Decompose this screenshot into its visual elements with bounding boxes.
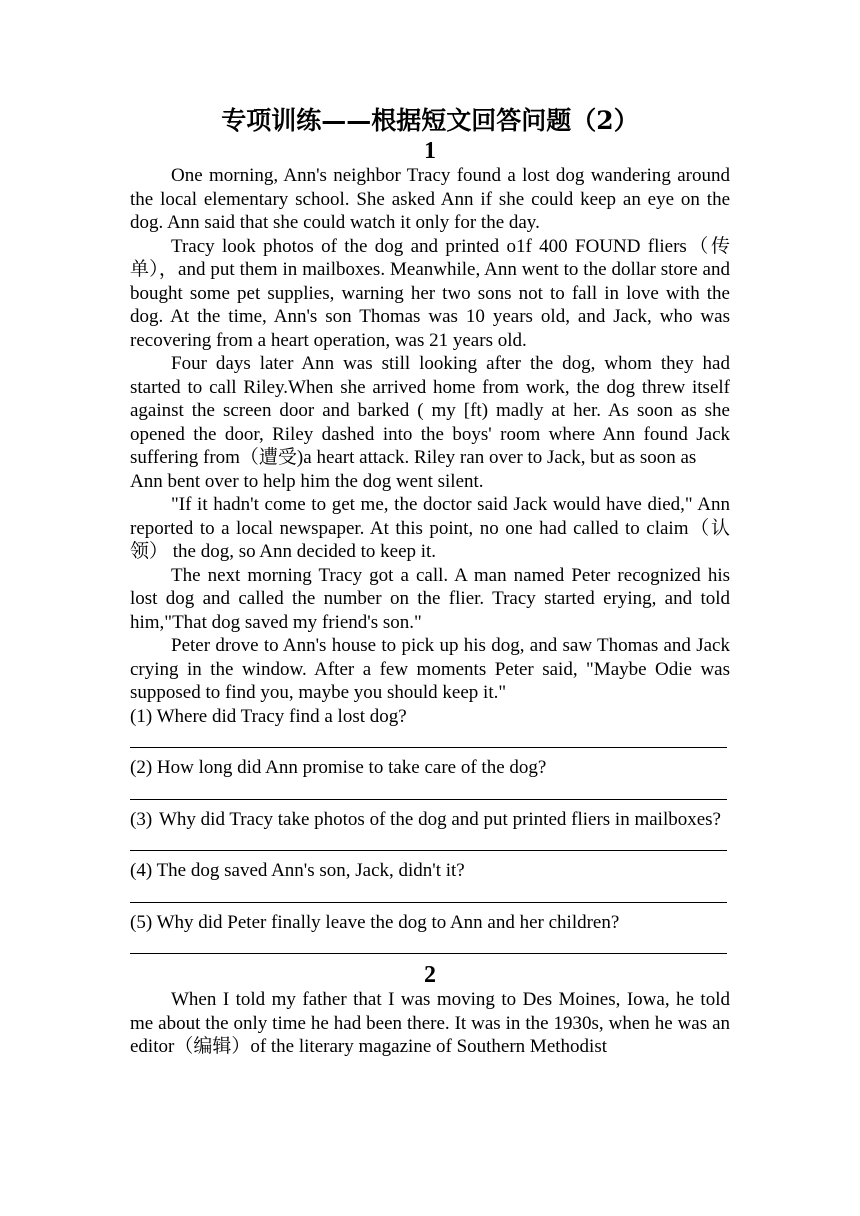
question-5 — [130, 911, 730, 935]
section-2-number: 2 — [424, 962, 436, 988]
paragraph: The next morning Tracy got a call. A man named Peter recognized his lost dog and called the number on the flier. Tracy started erying, and told him,"That dog saved my friend's son." — [130, 564, 730, 633]
answer-line[interactable] — [130, 799, 727, 800]
paragraph: Peter drove to Ann's house to pick up his dog, and saw Thomas and Jack crying in the window. After a few moments Peter said, "Maybe Odie was supposed to find you, maybe you should keep it." — [130, 635, 730, 703]
section-1-number: 1 — [424, 138, 436, 164]
question-number: (4) — [130, 860, 153, 881]
answer-line[interactable] — [130, 747, 727, 748]
question-1 — [130, 705, 730, 729]
question-4 — [130, 859, 730, 883]
paragraph: Four days later Ann was still looking after the dog, whom they had started to call Riley.When she arrived home from work, the dog threw itself against the screen door and barked ( my [ft) madly at her. As soon as she opened the door, Riley dashed into the boys' room where Ann found Jack suffering from（遭受)a heart attack. Riley ran over to Jack, but as soon as — [130, 353, 730, 468]
question-text: Why did Peter finally leave the dog to Ann and her children? — [156, 911, 620, 933]
answer-line[interactable] — [130, 850, 727, 851]
question-number: (2) — [130, 757, 153, 778]
answer-line[interactable] — [130, 902, 727, 903]
paragraph: Tracy look photos of the dog and printed o1f 400 FOUND fliers（传单），and put them in mailboxes. Meanwhile, Ann went to the dollar store and bought some pet supplies, warning her two sons not to fall in love with the dog. At the time, Ann's son Thomas was 10 years old, and Jack, who was recovering from a heart operation, was 21 years old. — [130, 235, 730, 351]
document-title: 专项训练——根据短文回答问题（2） — [221, 106, 639, 135]
question-text: Why did Tracy take photos of the dog and put printed fliers in mailboxes? — [159, 808, 721, 830]
document-page — [130, 104, 730, 1059]
question-text: How long did Ann promise to take care of the dog? — [156, 757, 547, 778]
paragraph: "If it hadn't come to get me, the doctor said Jack would have died," Ann reported to a local newspaper. At this point, no one had called to claim（认领） the dog, so Ann decided to keep it. — [130, 494, 730, 562]
paragraph: When I told my father that I was moving to Des Moines, Iowa, he told me about the only time he had been there. It was in the 1930s, when he was an editor（编辑）of the literary magazine of Southern Methodist — [130, 989, 730, 1057]
paragraph: One morning, Ann's neighbor Tracy found a lost dog wandering around the local elementary school. She asked Ann if she could keep an eye on the dog. Ann said that she could watch it only for the day. — [130, 165, 730, 233]
question-number: (1) — [130, 705, 153, 727]
question-text: Where did Tracy find a lost dog? — [156, 705, 407, 727]
question-text: The dog saved Ann's son, Jack, didn't it? — [156, 860, 465, 881]
question-number: (3) — [130, 808, 153, 830]
question-3 — [130, 808, 730, 832]
answer-line[interactable] — [130, 953, 727, 954]
question-number: (5) — [130, 911, 153, 933]
paragraph: Ann bent over to help him the dog went silent. — [130, 470, 484, 492]
question-2 — [130, 756, 730, 780]
